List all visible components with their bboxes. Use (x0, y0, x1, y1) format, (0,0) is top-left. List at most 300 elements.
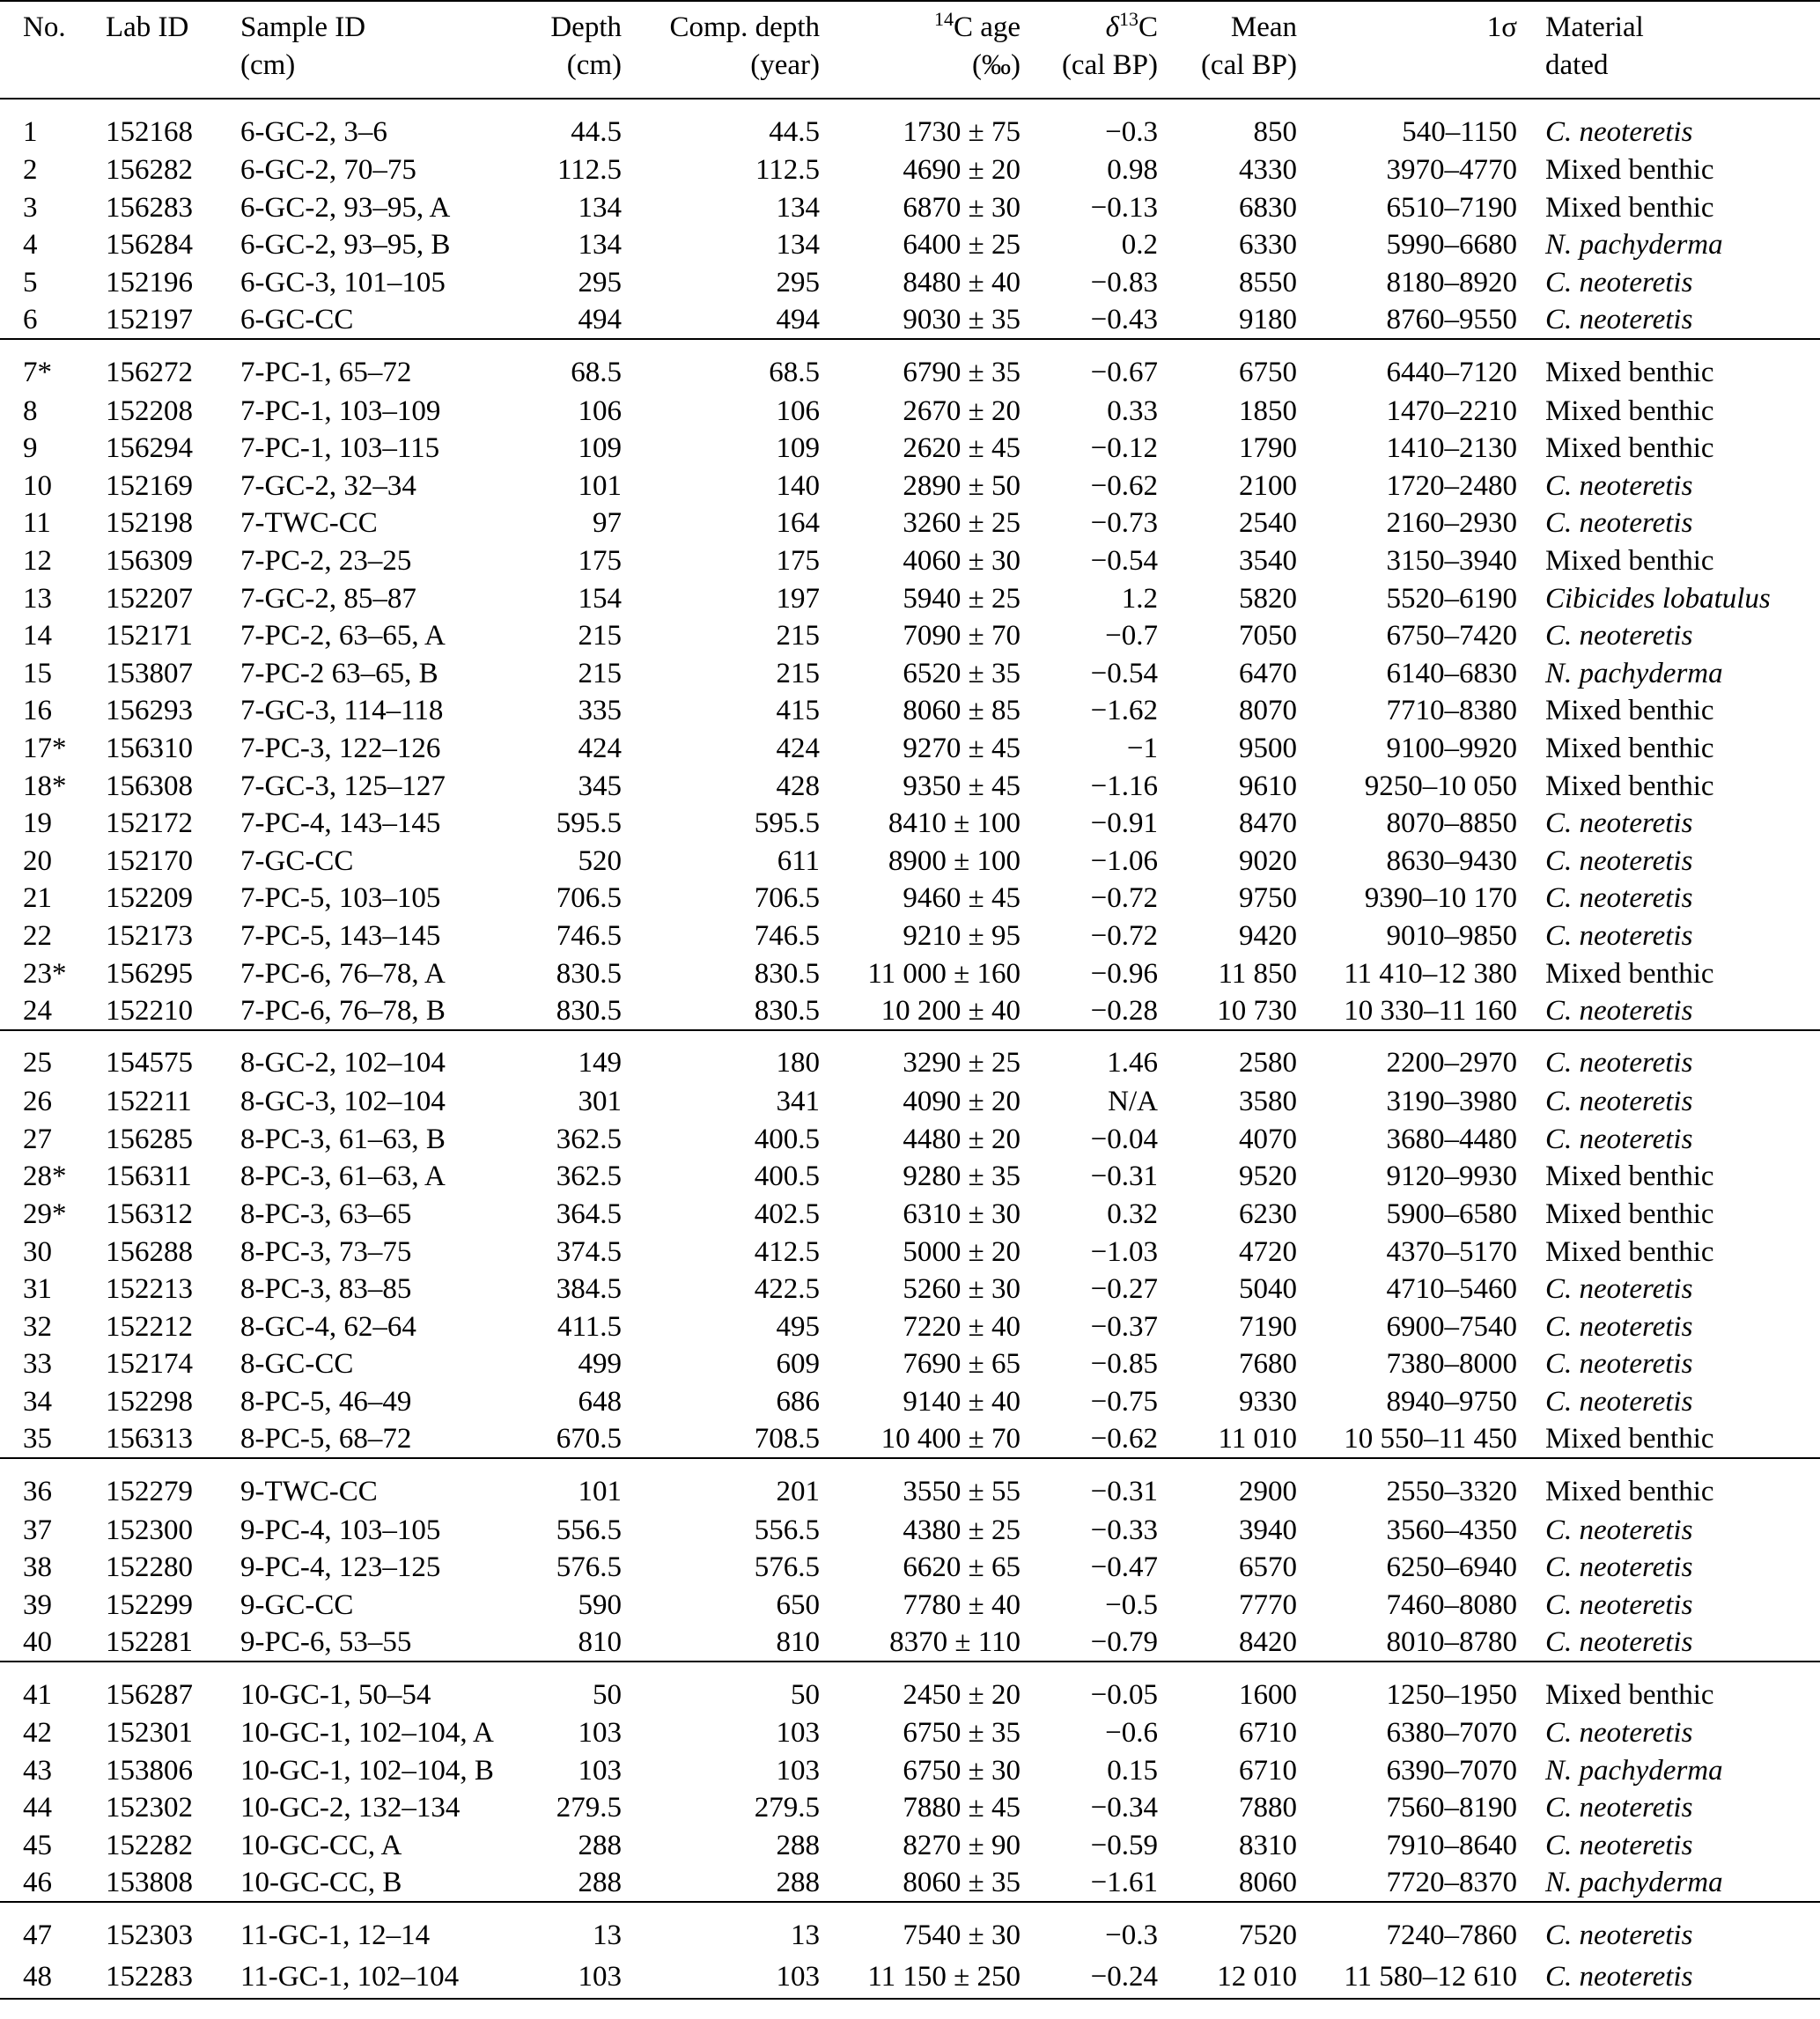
cell-mean: 4330 (1239, 154, 1297, 187)
cell-comp-depth: 609 (776, 1348, 820, 1381)
cell-no: 31 (23, 1273, 52, 1306)
table-row (0, 954, 1820, 992)
cell-sigma-range: 4370–5170 (1386, 1235, 1517, 1268)
cell-depth: 106 (578, 394, 622, 427)
cell-sigma-range: 6380–7070 (1386, 1717, 1517, 1750)
cell-depth: 374.5 (556, 1235, 622, 1268)
header-c14-age: $^{14}$C age (‰) (820, 0, 1021, 99)
cell-lab-id: 152281 (106, 1626, 193, 1658)
cell-c14-age: 6620 ± 65 (903, 1551, 1021, 1584)
cell-d13c: −0.91 (1090, 807, 1158, 840)
cell-no: 26 (23, 1086, 52, 1118)
cell-comp-depth: 422.5 (754, 1273, 820, 1306)
cell-sigma-range: 10 550–11 450 (1344, 1423, 1517, 1455)
cell-no: 44 (23, 1792, 52, 1824)
cell-comp-depth: 830.5 (754, 994, 820, 1027)
cell-sigma-range: 8760–9550 (1386, 304, 1517, 336)
cell-lab-id: 152198 (106, 507, 193, 540)
table-row (0, 264, 1820, 302)
cell-comp-depth: 50 (622, 1662, 820, 1714)
cell-sigma-range: 1720–2480 (1386, 469, 1517, 502)
cell-mean: 1850 (1239, 394, 1297, 427)
cell-sigma-range: 8180–8920 (1386, 267, 1517, 299)
table-row (0, 1827, 1820, 1865)
cell-sigma-range: 7240–7860 (1297, 1902, 1517, 1955)
cell-sample-id: 7-PC-6, 76–78, B (240, 994, 446, 1027)
cell-d13c: −0.62 (1090, 1423, 1158, 1455)
header-sigma: 1σ (1297, 0, 1517, 99)
cell-sample-id: 10-GC-1, 102–104, B (240, 1754, 494, 1787)
cell-comp-depth: 402.5 (754, 1197, 820, 1230)
cell-c14-age: 7780 ± 40 (903, 1588, 1021, 1621)
cell-sample-id: 8-PC-3, 83–85 (240, 1273, 412, 1306)
cell-d13c: −0.72 (1090, 882, 1158, 915)
cell-depth: 288 (578, 1830, 622, 1862)
cell-d13c: −1.03 (1090, 1235, 1158, 1268)
cell-sample-id: 9-TWC-CC (240, 1458, 531, 1511)
cell-d13c: −0.83 (1090, 267, 1158, 299)
cell-d13c: −0.79 (1090, 1626, 1158, 1658)
cell-material: N. pachyderma (1545, 229, 1723, 262)
cell-comp-depth: 686 (776, 1385, 820, 1418)
cell-sigma-range: 4710–5460 (1386, 1273, 1517, 1306)
cell-comp-depth: 424 (776, 733, 820, 765)
cell-depth: 411.5 (556, 1310, 622, 1343)
cell-sample-id: 8-GC-2, 102–104 (240, 1030, 531, 1083)
cell-no: 15 (23, 657, 52, 689)
cell-depth: 215 (578, 657, 622, 689)
cell-no: 18* (23, 770, 67, 802)
cell-depth: 301 (578, 1086, 622, 1118)
cell-comp-depth: 175 (776, 545, 820, 578)
table-row (0, 1120, 1820, 1158)
cell-sigma-range: 6390–7070 (1386, 1754, 1517, 1787)
cell-material: C. neoteretis (1545, 1588, 1693, 1621)
cell-lab-id: 152196 (106, 267, 193, 299)
table-header (0, 0, 1820, 99)
cell-sample-id: 7-PC-5, 103–105 (240, 882, 441, 915)
cell-lab-id: 152169 (106, 469, 193, 502)
table-row (0, 226, 1820, 264)
cell-no: 34 (23, 1385, 52, 1418)
table-row (0, 1196, 1820, 1234)
cell-material: C. neoteretis (1517, 1030, 1820, 1083)
cell-sigma-range: 1250–1950 (1297, 1662, 1517, 1714)
cell-d13c: −0.6 (1105, 1717, 1158, 1750)
cell-mean: 2100 (1239, 469, 1297, 502)
cell-no: 39 (23, 1588, 52, 1621)
cell-sample-id: 8-PC-3, 61–63, A (240, 1161, 446, 1193)
cell-d13c: −0.62 (1090, 469, 1158, 502)
cell-mean: 9420 (1239, 919, 1297, 952)
cell-no: 17* (23, 733, 67, 765)
cell-comp-depth: 288 (776, 1830, 820, 1862)
cell-d13c: −1 (1126, 733, 1158, 765)
cell-sample-id: 7-PC-2 63–65, B (240, 657, 438, 689)
cell-mean: 7050 (1239, 620, 1297, 652)
cell-mean: 6230 (1239, 1197, 1297, 1230)
cell-depth: 648 (578, 1385, 622, 1418)
cell-material: N. pachyderma (1545, 1754, 1723, 1787)
cell-sigma-range: 9390–10 170 (1364, 882, 1517, 915)
cell-mean: 9330 (1239, 1385, 1297, 1418)
cell-depth: 154 (578, 582, 622, 615)
header-lab-id: Lab ID (106, 0, 240, 99)
cell-mean: 1600 (1158, 1662, 1297, 1714)
cell-depth: 595.5 (556, 807, 622, 840)
cell-comp-depth: 746.5 (754, 919, 820, 952)
cell-no: 27 (23, 1123, 52, 1155)
cell-lab-id: 156285 (106, 1123, 193, 1155)
table-row (0, 505, 1820, 542)
cell-material: C. neoteretis (1545, 844, 1693, 877)
cell-no: 5 (23, 267, 38, 299)
cell-no: 28* (23, 1161, 67, 1193)
cell-sample-id: 7-PC-2, 23–25 (240, 545, 412, 578)
cell-no: 42 (23, 1717, 52, 1750)
cell-no: 47 (0, 1902, 106, 1955)
cell-material: C. neoteretis (1545, 1123, 1693, 1155)
cell-lab-id: 156283 (106, 191, 193, 224)
cell-no: 20 (23, 844, 52, 877)
cell-c14-age: 8370 ± 110 (889, 1626, 1021, 1658)
cell-depth: 112.5 (556, 154, 622, 187)
cell-d13c: −0.96 (1090, 957, 1158, 990)
cell-no: 23* (23, 957, 67, 990)
cell-d13c: −0.34 (1090, 1792, 1158, 1824)
cell-d13c: −0.28 (1090, 994, 1158, 1027)
cell-c14-age: 6790 ± 35 (820, 339, 1021, 392)
cell-mean: 5820 (1239, 582, 1297, 615)
cell-sigma-range: 11 580–12 610 (1297, 1955, 1517, 1999)
cell-mean: 8070 (1239, 695, 1297, 727)
cell-sample-id: 7-PC-3, 122–126 (240, 733, 441, 765)
cell-c14-age: 11 150 ± 250 (820, 1955, 1021, 1999)
cell-depth: 288 (578, 1867, 622, 1899)
cell-sample-id: 7-PC-6, 76–78, A (240, 957, 446, 990)
cell-comp-depth: 140 (776, 469, 820, 502)
cell-sample-id: 7-GC-CC (240, 844, 354, 877)
cell-d13c: 0.2 (1121, 229, 1158, 262)
table-row (0, 1308, 1820, 1345)
cell-comp-depth: 295 (776, 267, 820, 299)
cell-comp-depth: 106 (776, 394, 820, 427)
table-row (0, 189, 1820, 227)
cell-depth: 362.5 (556, 1161, 622, 1193)
cell-sigma-range: 1410–2130 (1386, 432, 1517, 465)
cell-lab-id: 152302 (106, 1792, 193, 1824)
cell-comp-depth: 103 (622, 1955, 820, 1999)
table-row (0, 1458, 1820, 1511)
cell-sigma-range: 3560–4350 (1386, 1514, 1517, 1546)
cell-material: Mixed benthic (1545, 770, 1714, 802)
cell-material: Mixed benthic (1545, 191, 1714, 224)
cell-sigma-range: 5520–6190 (1386, 582, 1517, 615)
cell-c14-age: 8480 ± 40 (903, 267, 1021, 299)
cell-d13c: −0.47 (1090, 1551, 1158, 1584)
cell-lab-id: 156310 (106, 733, 193, 765)
cell-mean: 9520 (1239, 1161, 1297, 1193)
cell-material: C. neoteretis (1545, 469, 1693, 502)
cell-sample-id: 10-GC-CC, B (240, 1867, 402, 1899)
cell-sigma-range: 6140–6830 (1386, 657, 1517, 689)
cell-mean: 5040 (1239, 1273, 1297, 1306)
cell-material: Mixed benthic (1545, 1423, 1714, 1455)
cell-no: 24 (23, 994, 52, 1027)
cell-comp-depth: 556.5 (754, 1514, 820, 1546)
cell-d13c: −0.3 (1021, 1902, 1158, 1955)
cell-depth: 103 (531, 1955, 622, 1999)
cell-depth: 590 (578, 1588, 622, 1621)
cell-mean: 8060 (1239, 1867, 1297, 1899)
cell-c14-age: 9460 ± 45 (903, 882, 1021, 915)
cell-comp-depth: 103 (776, 1717, 820, 1750)
cell-mean: 6750 (1158, 339, 1297, 392)
table-row (0, 655, 1820, 693)
table-row (0, 1158, 1820, 1196)
cell-depth: 295 (578, 267, 622, 299)
cell-comp-depth: 708.5 (754, 1423, 820, 1455)
cell-c14-age: 6750 ± 30 (903, 1754, 1021, 1787)
cell-d13c: −0.05 (1021, 1662, 1158, 1714)
cell-no: 22 (23, 919, 52, 952)
cell-mean: 8310 (1239, 1830, 1297, 1862)
cell-mean: 2580 (1158, 1030, 1297, 1083)
cell-sample-id: 9-GC-CC (240, 1588, 354, 1621)
cell-sample-id: 10-GC-1, 102–104, A (240, 1717, 494, 1750)
cell-mean: 3580 (1239, 1086, 1297, 1118)
cell-lab-id: 152208 (106, 394, 193, 427)
cell-lab-id: 152301 (106, 1717, 193, 1750)
cell-mean: 6330 (1239, 229, 1297, 262)
cell-sample-id: 7-GC-3, 114–118 (240, 695, 444, 727)
cell-d13c: −0.3 (1021, 99, 1158, 151)
cell-comp-depth: 400.5 (754, 1161, 820, 1193)
cell-d13c: −0.54 (1090, 657, 1158, 689)
cell-comp-depth: 201 (622, 1458, 820, 1511)
cell-depth: 494 (578, 304, 622, 336)
cell-depth: 345 (578, 770, 622, 802)
cell-sample-id: 10-GC-2, 132–134 (240, 1792, 461, 1824)
cell-sigma-range: 6510–7190 (1386, 191, 1517, 224)
cell-lab-id: 152174 (106, 1348, 193, 1381)
cell-lab-id: 152170 (106, 844, 193, 877)
cell-sample-id: 11-GC-1, 102–104 (240, 1955, 531, 1999)
cell-d13c: −0.33 (1090, 1514, 1158, 1546)
cell-sample-id: 8-GC-3, 102–104 (240, 1086, 446, 1118)
table-row (0, 767, 1820, 805)
table-group (0, 1902, 1820, 1999)
cell-comp-depth: 215 (776, 657, 820, 689)
cell-mean: 6570 (1239, 1551, 1297, 1584)
cell-mean: 2900 (1158, 1458, 1297, 1511)
cell-material: C. neoteretis (1545, 994, 1693, 1027)
cell-depth: 424 (578, 733, 622, 765)
cell-material: Mixed benthic (1517, 1458, 1820, 1511)
cell-lab-id: 156287 (106, 1662, 240, 1714)
cell-mean: 4720 (1239, 1235, 1297, 1268)
cell-d13c: −1.61 (1090, 1867, 1158, 1899)
cell-material: N. pachyderma (1545, 657, 1723, 689)
cell-sigma-range: 2550–3320 (1297, 1458, 1517, 1511)
cell-depth: 706.5 (556, 882, 622, 915)
cell-d13c: −1.62 (1090, 695, 1158, 727)
cell-no: 25 (0, 1030, 106, 1083)
cell-c14-age: 4480 ± 20 (903, 1123, 1021, 1155)
cell-d13c: N/A (1108, 1086, 1158, 1118)
cell-lab-id: 152173 (106, 919, 193, 952)
cell-mean: 9500 (1239, 733, 1297, 765)
cell-depth: 364.5 (556, 1197, 622, 1230)
cell-depth: 556.5 (556, 1514, 622, 1546)
cell-no: 8 (23, 394, 38, 427)
cell-lab-id: 156288 (106, 1235, 193, 1268)
cell-lab-id: 152283 (106, 1955, 240, 1999)
cell-sample-id: 7-TWC-CC (240, 507, 378, 540)
header-material: Material dated (1517, 0, 1820, 99)
cell-c14-age: 6400 ± 25 (903, 229, 1021, 262)
cell-depth: 68.5 (531, 339, 622, 392)
cell-depth: 109 (578, 432, 622, 465)
cell-sample-id: 6-GC-2, 93–95, A (240, 191, 451, 224)
cell-c14-age: 9350 ± 45 (903, 770, 1021, 802)
cell-depth: 149 (531, 1030, 622, 1083)
cell-sample-id: 6-GC-2, 70–75 (240, 154, 416, 187)
cell-d13c: −0.75 (1090, 1385, 1158, 1418)
cell-material: Mixed benthic (1517, 339, 1820, 392)
cell-comp-depth: 415 (776, 695, 820, 727)
cell-mean: 8550 (1239, 267, 1297, 299)
cell-depth: 830.5 (556, 994, 622, 1027)
cell-sigma-range: 8010–8780 (1386, 1626, 1517, 1658)
cell-material: C. neoteretis (1545, 882, 1693, 915)
cell-material: C. neoteretis (1545, 1792, 1693, 1824)
table-row (0, 339, 1820, 392)
table-row (0, 917, 1820, 955)
cell-lab-id: 152282 (106, 1830, 193, 1862)
cell-sigma-range: 7380–8000 (1386, 1348, 1517, 1381)
cell-sample-id: 10-GC-CC, A (240, 1830, 402, 1862)
cell-c14-age: 2670 ± 20 (903, 394, 1021, 427)
table-row (0, 843, 1820, 881)
cell-c14-age: 11 000 ± 160 (867, 957, 1021, 990)
cell-depth: 279.5 (556, 1792, 622, 1824)
cell-depth: 810 (578, 1626, 622, 1658)
cell-depth: 670.5 (556, 1423, 622, 1455)
cell-comp-depth: 164 (776, 507, 820, 540)
cell-lab-id: 152300 (106, 1514, 193, 1546)
cell-no: 1 (0, 99, 106, 151)
cell-mean: 6710 (1239, 1754, 1297, 1787)
cell-c14-age: 1730 ± 75 (820, 99, 1021, 151)
cell-depth: 520 (578, 844, 622, 877)
cell-c14-age: 6520 ± 35 (903, 657, 1021, 689)
cell-no: 41 (0, 1662, 106, 1714)
cell-sample-id: 7-PC-2, 63–65, A (240, 620, 446, 652)
cell-d13c: −0.72 (1090, 919, 1158, 952)
cell-c14-age: 9210 ± 95 (903, 919, 1021, 952)
cell-d13c: −1.16 (1090, 770, 1158, 802)
cell-lab-id: 156309 (106, 545, 193, 578)
cell-c14-age: 7880 ± 45 (903, 1792, 1021, 1824)
cell-depth: 97 (593, 507, 622, 540)
cell-c14-age: 4380 ± 25 (903, 1514, 1021, 1546)
cell-no: 43 (23, 1754, 52, 1787)
table-row (0, 1511, 1820, 1549)
cell-sigma-range: 3970–4770 (1386, 154, 1517, 187)
cell-sample-id: 9-PC-6, 53–55 (240, 1626, 412, 1658)
cell-sigma-range: 2200–2970 (1297, 1030, 1517, 1083)
table-row (0, 430, 1820, 468)
cell-mean: 9750 (1239, 882, 1297, 915)
cell-mean: 3540 (1239, 545, 1297, 578)
cell-mean: 10 730 (1217, 994, 1297, 1027)
cell-lab-id: 156294 (106, 432, 193, 465)
cell-comp-depth: 706.5 (754, 882, 820, 915)
cell-c14-age: 8410 ± 100 (888, 807, 1021, 840)
table-row (0, 1714, 1820, 1752)
cell-sigma-range: 8940–9750 (1386, 1385, 1517, 1418)
cell-sample-id: 7-PC-1, 103–115 (240, 432, 440, 465)
cell-no: 33 (23, 1348, 52, 1381)
cell-no: 21 (23, 882, 52, 915)
cell-comp-depth: 279.5 (754, 1792, 820, 1824)
cell-c14-age: 9280 ± 35 (903, 1161, 1021, 1193)
cell-lab-id: 152168 (106, 99, 240, 151)
cell-d13c: 1.2 (1121, 582, 1158, 615)
cell-lab-id: 152213 (106, 1273, 193, 1306)
table-group (0, 99, 1820, 339)
cell-no: 46 (23, 1867, 52, 1899)
cell-lab-id: 152280 (106, 1551, 193, 1584)
table-row (0, 1345, 1820, 1383)
table-row (0, 730, 1820, 768)
cell-material: C. neoteretis (1545, 1348, 1693, 1381)
cell-comp-depth: 112.5 (755, 154, 820, 187)
cell-sample-id: 7-PC-1, 65–72 (240, 339, 531, 392)
cell-d13c: −1.06 (1090, 844, 1158, 877)
cell-c14-age: 4090 ± 20 (903, 1086, 1021, 1118)
cell-mean: 850 (1158, 99, 1297, 151)
cell-sigma-range: 10 330–11 160 (1344, 994, 1517, 1027)
cell-d13c: −0.04 (1090, 1123, 1158, 1155)
cell-c14-age: 7690 ± 65 (903, 1348, 1021, 1381)
cell-no: 13 (23, 582, 52, 615)
cell-no: 48 (0, 1955, 106, 1999)
cell-lab-id: 152171 (106, 620, 193, 652)
cell-comp-depth: 494 (776, 304, 820, 336)
cell-sample-id: 8-PC-5, 68–72 (240, 1423, 412, 1455)
cell-no: 40 (23, 1626, 52, 1658)
cell-comp-depth: 180 (622, 1030, 820, 1083)
cell-material: N. pachyderma (1545, 1867, 1723, 1899)
cell-sigma-range: 3190–3980 (1386, 1086, 1517, 1118)
cell-material: Mixed benthic (1545, 695, 1714, 727)
cell-comp-depth: 109 (776, 432, 820, 465)
cell-mean: 7770 (1239, 1588, 1297, 1621)
table-row (0, 468, 1820, 505)
cell-c14-age: 9140 ± 40 (903, 1385, 1021, 1418)
header-d13c: $\delta^{13}C$ (cal BP) (1021, 0, 1158, 99)
cell-mean: 6470 (1239, 657, 1297, 689)
cell-sigma-range: 5990–6680 (1386, 229, 1517, 262)
cell-c14-age: 2890 ± 50 (903, 469, 1021, 502)
table-row (0, 99, 1820, 151)
table-row (0, 1955, 1820, 1999)
cell-depth: 215 (578, 620, 622, 652)
cell-material: Mixed benthic (1545, 545, 1714, 578)
cell-depth: 101 (531, 1458, 622, 1511)
